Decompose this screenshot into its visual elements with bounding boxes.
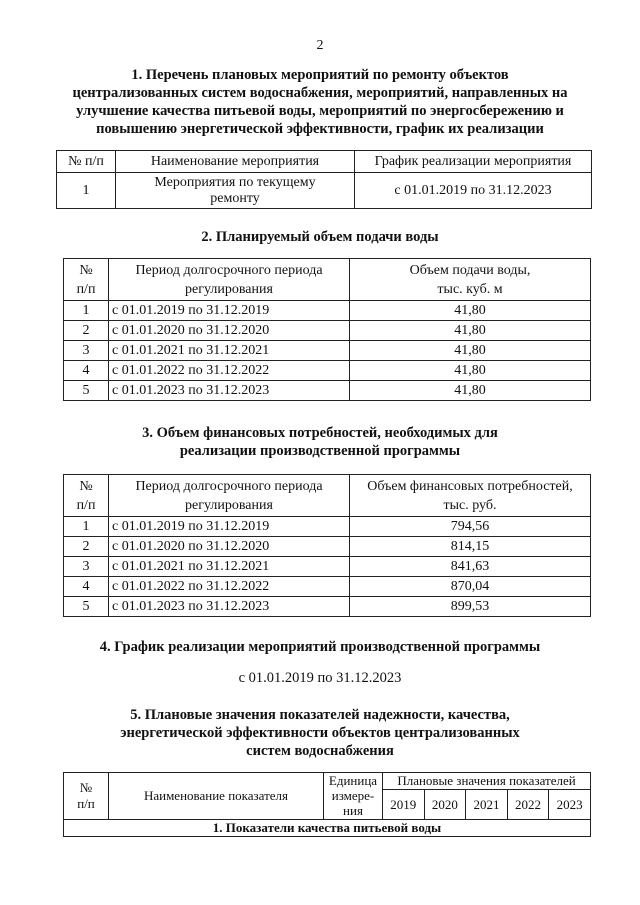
cell-value: 41,80 <box>350 341 591 361</box>
header-period-line: Период долгосрочного периода <box>135 478 323 494</box>
cell-name-line: ремонту <box>210 190 260 206</box>
section1-title-line: 1. Перечень плановых мероприятий по ремонту объектов <box>131 67 509 83</box>
water-supply-table <box>63 258 591 401</box>
cell-num: 5 <box>64 381 109 401</box>
cell-period: с 01.01.2022 по 31.12.2022 <box>109 361 350 381</box>
header-value <box>350 475 591 517</box>
table-row <box>64 341 591 361</box>
cell-num: 1 <box>57 173 116 209</box>
table-row <box>64 321 591 341</box>
table-row <box>64 537 591 557</box>
header-schedule: График реализации мероприятия <box>355 151 592 173</box>
cell-value: 41,80 <box>350 361 591 381</box>
table-row <box>64 557 591 577</box>
header-planned-values: Плановые значения показателей <box>383 773 591 790</box>
cell-value: 41,80 <box>350 381 591 401</box>
header-year: 2022 <box>507 790 549 820</box>
section1-title-line: улучшение качества питьевой воды, мероприятий по энергосбережению и <box>76 103 564 119</box>
table-header-row <box>64 475 591 517</box>
header-num-line: п/п <box>76 497 96 513</box>
header-value <box>350 259 591 301</box>
table-header-row <box>64 773 591 790</box>
cell-value: 41,80 <box>350 301 591 321</box>
header-period <box>109 259 350 301</box>
cell-num: 2 <box>64 537 109 557</box>
cell-value: 841,63 <box>350 557 591 577</box>
cell-period: с 01.01.2019 по 31.12.2019 <box>109 301 350 321</box>
header-period <box>109 475 350 517</box>
table-row <box>64 301 591 321</box>
cell-period: с 01.01.2019 по 31.12.2019 <box>109 517 350 537</box>
header-num-line: п/п <box>76 281 96 297</box>
cell-name <box>116 173 355 209</box>
cell-period: с 01.01.2021 по 31.12.2021 <box>109 341 350 361</box>
header-year: 2019 <box>383 790 425 820</box>
cell-value: 794,56 <box>350 517 591 537</box>
cell-value: 870,04 <box>350 577 591 597</box>
header-value-line: Объем финансовых потребностей, <box>367 478 573 494</box>
group-title: 1. Показатели качества питьевой воды <box>64 820 591 837</box>
cell-period: с 01.01.2021 по 31.12.2021 <box>109 557 350 577</box>
cell-value: 814,15 <box>350 537 591 557</box>
header-unit <box>324 773 383 820</box>
cell-period: с 01.01.2023 по 31.12.2023 <box>109 381 350 401</box>
measures-table <box>56 150 592 209</box>
cell-value: 41,80 <box>350 321 591 341</box>
header-num <box>64 259 109 301</box>
header-num <box>64 773 109 820</box>
section5-title-line: энергетической эффективности объектов централизованных <box>120 725 520 741</box>
cell-period: с 01.01.2020 по 31.12.2020 <box>109 537 350 557</box>
header-num-line: п/п <box>77 796 95 811</box>
header-num-line: № <box>79 478 93 494</box>
table-row <box>64 361 591 381</box>
header-num-line: № <box>79 780 93 795</box>
indicators-table <box>63 772 591 837</box>
header-year: 2023 <box>549 790 591 820</box>
section4-title: 4. График реализации мероприятий производственной программы <box>99 639 541 655</box>
section3-title <box>40 424 600 460</box>
cell-period: с 01.01.2020 по 31.12.2020 <box>109 321 350 341</box>
cell-num: 1 <box>64 301 109 321</box>
section1-title-line: централизованных систем водоснабжения, мероприятий, направленных на <box>72 85 568 101</box>
page-number: 2 <box>316 38 324 53</box>
section2-title: 2. Планируемый объем подачи воды <box>201 229 439 245</box>
cell-num: 5 <box>64 597 109 617</box>
cell-schedule: с 01.01.2019 по 31.12.2023 <box>355 173 592 209</box>
table-group-row <box>64 820 591 837</box>
header-period-line: Период долгосрочного периода <box>135 262 323 278</box>
table-row <box>64 381 591 401</box>
header-year: 2020 <box>424 790 466 820</box>
table-row <box>64 577 591 597</box>
table-header-row <box>57 151 592 173</box>
table-header-row <box>64 259 591 301</box>
section5-title-line: 5. Плановые значения показателей надежности, качества, <box>130 707 510 723</box>
section1-title <box>40 66 600 138</box>
section3-title-line: 3. Объем финансовых потребностей, необходимых для <box>142 425 498 441</box>
cell-num: 3 <box>64 557 109 577</box>
header-value-line: тыс. руб. <box>443 497 497 513</box>
cell-num: 3 <box>64 341 109 361</box>
cell-period: с 01.01.2023 по 31.12.2023 <box>109 597 350 617</box>
header-num <box>64 475 109 517</box>
header-unit-line: Единица <box>328 773 378 788</box>
header-unit-line: измере- <box>331 788 375 803</box>
table-row <box>64 597 591 617</box>
header-period-line: регулирования <box>185 281 273 297</box>
financial-needs-table <box>63 474 591 617</box>
header-num: № п/п <box>57 151 116 173</box>
section5-title-line: систем водоснабжения <box>246 743 394 759</box>
header-value-line: Объем подачи воды, <box>409 262 531 278</box>
header-value-line: тыс. куб. м <box>437 281 503 297</box>
section5-title <box>40 706 600 760</box>
cell-num: 1 <box>64 517 109 537</box>
cell-period: с 01.01.2022 по 31.12.2022 <box>109 577 350 597</box>
header-indicator-name: Наименование показателя <box>109 773 324 820</box>
section1-title-line: повышению энергетической эффективности, график их реализации <box>96 121 544 137</box>
section4-period: с 01.01.2019 по 31.12.2023 <box>238 670 402 686</box>
table-row <box>57 173 592 209</box>
cell-num: 2 <box>64 321 109 341</box>
header-unit-line: ния <box>343 803 363 818</box>
section3-title-line: реализации производственной программы <box>179 443 461 459</box>
cell-num: 4 <box>64 577 109 597</box>
header-period-line: регулирования <box>185 497 273 513</box>
cell-name-line: Мероприятия по текущему <box>154 174 316 190</box>
cell-value: 899,53 <box>350 597 591 617</box>
header-name: Наименование мероприятия <box>116 151 355 173</box>
header-num-line: № <box>79 262 93 278</box>
table-row <box>64 517 591 537</box>
header-year: 2021 <box>466 790 508 820</box>
cell-num: 4 <box>64 361 109 381</box>
